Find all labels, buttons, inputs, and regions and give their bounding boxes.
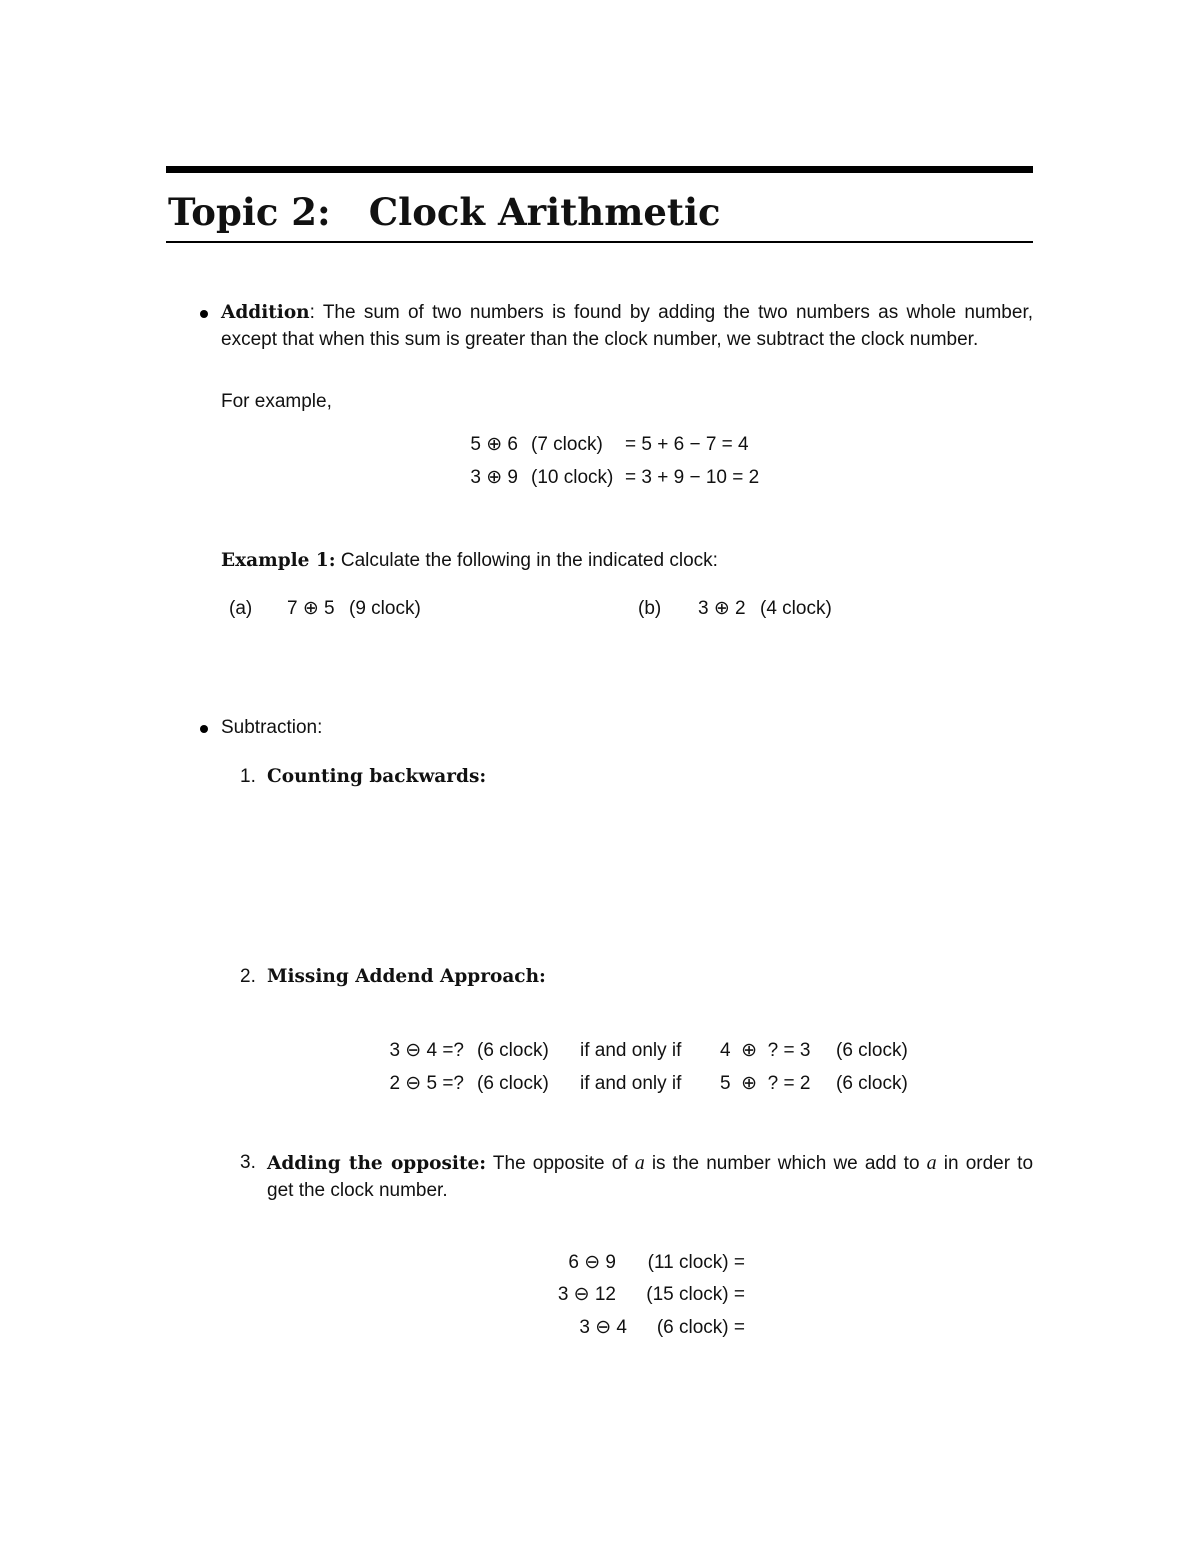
example1-part-a-expr: 7 ⊕ 5	[287, 598, 335, 619]
example1-text: Calculate the following in the indicated clock:	[340, 550, 718, 571]
addition-eq-1-rhs: = 5 + 6 − 7 = 4	[625, 434, 749, 455]
opposite-eq-2-lhs: 3 ⊖ 12	[557, 1284, 616, 1305]
missing-addend-eq-1-iff: if and only if	[580, 1040, 682, 1061]
item-3-paragraph: Adding the opposite: The opposite of a is the number which we add to a in order to get the clock number.	[267, 1152, 1034, 1201]
missing-addend-eq-1-lhs: 3 ⊖ 4 =?	[389, 1040, 464, 1061]
missing-addend-eq-2-iff: if and only if	[580, 1073, 682, 1094]
addition-paragraph: Addition: The sum of two numbers is found by adding the two numbers as whole number, except that when this sum is greater than the clock number, we subtract the clock number.	[221, 302, 1034, 350]
example1-line	[221, 548, 718, 574]
addition-eq-2-rhs: = 3 + 9 − 10 = 2	[625, 467, 760, 488]
addition-eq-1-clock: (7 clock)	[531, 434, 603, 455]
opposite-eq-1-clock: (11 clock) =	[647, 1252, 745, 1273]
opposite-eq-3-clock: (6 clock) =	[656, 1317, 745, 1338]
addition-eq-2-clock: (10 clock)	[531, 467, 614, 488]
opposite-eq-3-lhs: 3 ⊖ 4	[579, 1317, 627, 1338]
topic-number: Topic 2:	[168, 190, 331, 234]
opposite-eq-2-clock: (15 clock) =	[646, 1284, 745, 1305]
item-1-label: Counting backwards:	[267, 766, 487, 787]
missing-addend-eq-1-expr: 4 ⊕ ? = 3	[720, 1040, 811, 1061]
addition-text: The sum of two numbers is found by adding the two numbers as whole number, except that when this sum is greater than the clock number, we subtract the clock number.	[221, 302, 1034, 350]
missing-addend-eq-2-expr: 5 ⊕ ? = 2	[720, 1073, 811, 1094]
example1-label: Example 1:	[221, 550, 336, 571]
page-title	[168, 188, 721, 236]
example1-part-a-clock: (9 clock)	[349, 598, 421, 619]
subtraction-label: Subtraction:	[221, 717, 323, 738]
item-3-number: 3.	[240, 1152, 256, 1173]
missing-addend-eq-1-clock2: (6 clock)	[836, 1040, 908, 1061]
example1-part-b-tag: (b)	[638, 598, 662, 619]
addition-eq-1-lhs: 5 ⊕ 6	[470, 434, 518, 455]
example1-part-a-tag: (a)	[229, 598, 253, 619]
example1-part-b-expr: 3 ⊕ 2	[698, 598, 746, 619]
bullet-subtraction	[200, 725, 208, 733]
for-example-text: For example,	[221, 391, 332, 412]
header-rule-top	[166, 166, 1033, 173]
item-1-number: 1.	[240, 766, 256, 787]
missing-addend-eq-1-clock: (6 clock)	[477, 1040, 549, 1061]
item-2-number: 2.	[240, 966, 256, 987]
missing-addend-eq-2-clock2: (6 clock)	[836, 1073, 908, 1094]
example1-part-b-clock: (4 clock)	[760, 598, 832, 619]
item-3-label: Adding the opposite:	[267, 1153, 487, 1174]
topic-title: Clock Arithmetic	[368, 190, 721, 234]
missing-addend-eq-2-lhs: 2 ⊖ 5 =?	[389, 1073, 464, 1094]
header-rule-bottom	[166, 241, 1033, 243]
addition-eq-2-lhs: 3 ⊕ 9	[470, 467, 518, 488]
missing-addend-eq-2-clock: (6 clock)	[477, 1073, 549, 1094]
bullet-addition	[200, 310, 208, 318]
opposite-eq-1-lhs: 6 ⊖ 9	[568, 1252, 616, 1273]
item-2-label: Missing Addend Approach:	[267, 966, 546, 987]
addition-label: Addition	[221, 302, 310, 323]
